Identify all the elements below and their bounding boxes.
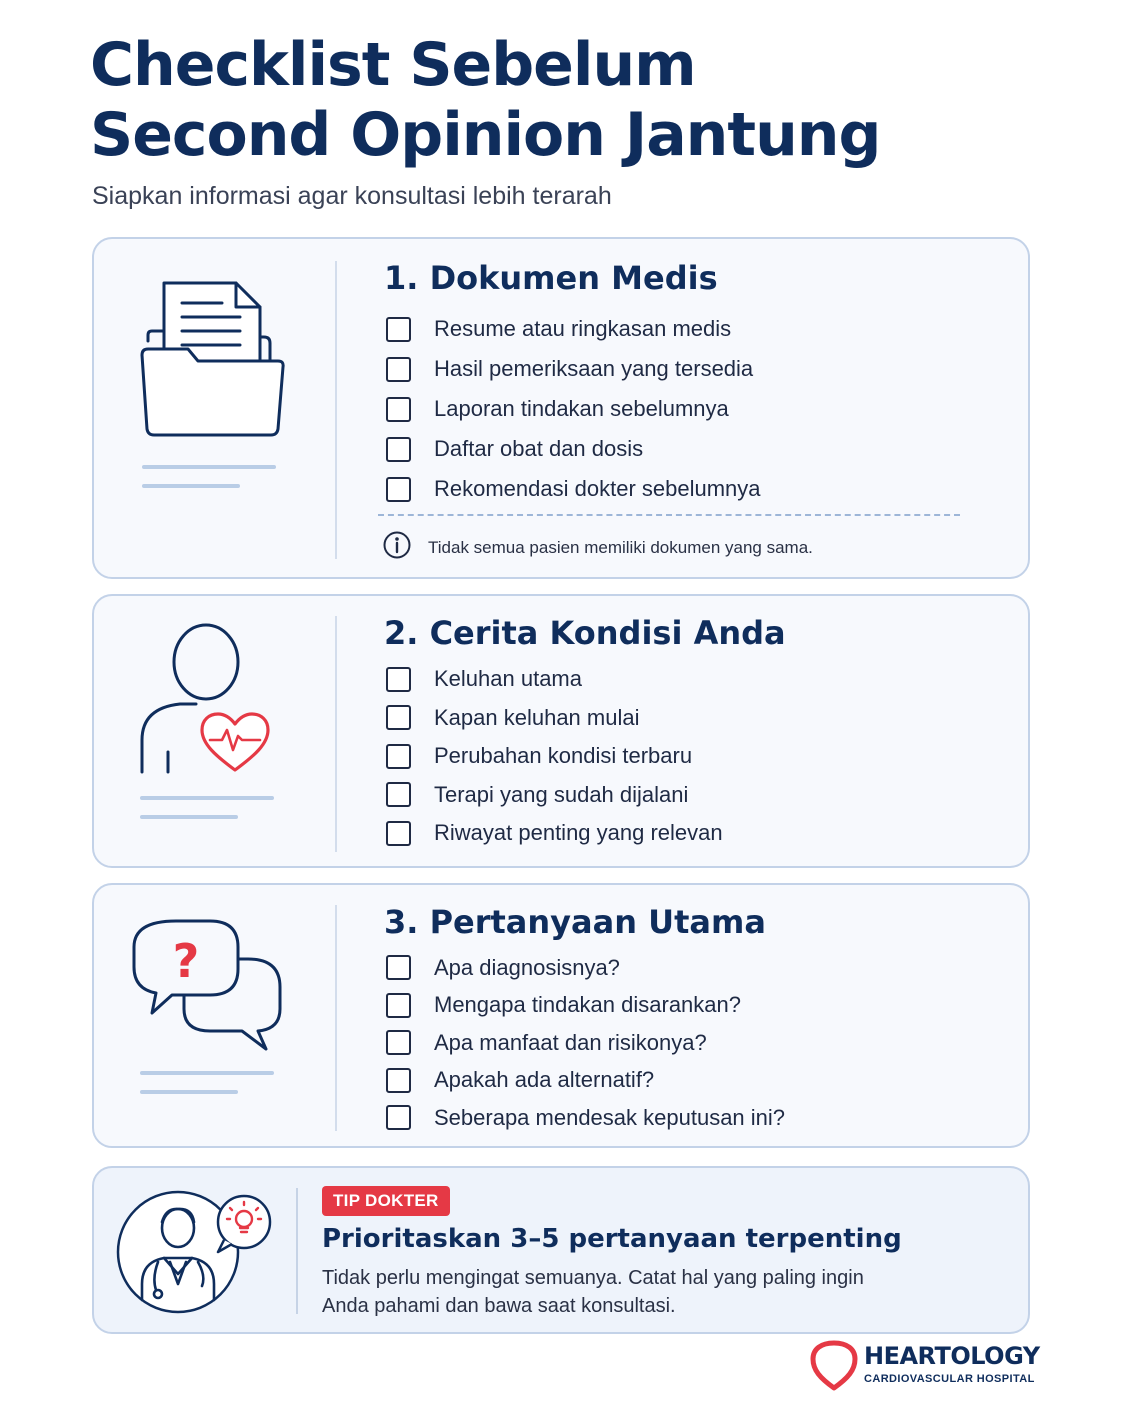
checkbox[interactable]	[386, 477, 411, 502]
dashed-divider	[378, 514, 960, 516]
checklist	[386, 949, 785, 1137]
divider	[335, 261, 337, 559]
decor-line	[140, 815, 238, 819]
checklist-item	[386, 1099, 785, 1137]
heartology-logo-icon	[810, 1340, 858, 1392]
checklist-item-label: Kapan keluhan mulai	[434, 704, 640, 730]
svg-text:?: ?	[172, 934, 200, 988]
checkbox[interactable]	[386, 1068, 411, 1093]
checkbox[interactable]	[386, 357, 411, 382]
checklist-item-label: Hasil pemeriksaan yang tersedia	[434, 356, 754, 381]
checklist-item-label: Laporan tindakan sebelumnya	[434, 396, 729, 421]
section-title: 1. Dokumen Medis	[384, 259, 718, 297]
page-subtitle: Siapkan informasi agar konsultasi lebih terarah	[92, 182, 612, 210]
checklist-item-label: Seberapa mendesak keputusan ini?	[434, 1104, 786, 1130]
info-note-text: Tidak semua pasien memiliki dokumen yang sama.	[428, 537, 813, 557]
tip-body: Tidak perlu mengingat semuanya. Catat hal yang paling ingin Anda pahami dan bawa saat konsultasi.	[322, 1267, 864, 1317]
patient-heart-icon	[136, 622, 276, 776]
doctor-idea-icon	[114, 1186, 276, 1316]
decor-line	[142, 484, 240, 488]
checklist-item	[386, 309, 761, 349]
checklist-item	[386, 949, 785, 987]
question-chat-icon	[130, 917, 286, 1053]
checklist-item-label: Perubahan kondisi terbaru	[434, 743, 693, 769]
brand-name: HEARTOLOGY	[864, 1342, 1040, 1370]
checklist-item-label: Resume atau ringkasan medis	[434, 316, 732, 341]
checklist-item-label: Mengapa tindakan disarankan?	[434, 992, 742, 1018]
checkbox[interactable]	[386, 782, 411, 807]
checklist-item	[386, 987, 785, 1025]
checklist-item-label: Riwayat penting yang relevan	[434, 820, 723, 846]
checklist	[386, 309, 761, 509]
folder-documents-icon	[136, 277, 288, 439]
checkbox[interactable]	[386, 1105, 411, 1130]
checkbox[interactable]	[386, 744, 411, 769]
checkbox[interactable]	[386, 437, 411, 462]
checkbox[interactable]	[386, 397, 411, 422]
checklist-item-label: Terapi yang sudah dijalani	[434, 781, 689, 807]
divider	[335, 905, 337, 1131]
checklist-item	[386, 737, 723, 776]
tip-title: Prioritaskan 3–5 pertanyaan terpenting	[322, 1224, 902, 1254]
checkbox[interactable]	[386, 667, 411, 692]
decor-line	[140, 1090, 238, 1094]
checkbox[interactable]	[386, 317, 411, 342]
checklist-item	[386, 349, 761, 389]
checkbox[interactable]	[386, 821, 411, 846]
checklist-item	[386, 1024, 785, 1062]
checklist-item	[386, 389, 761, 429]
section-dokumen-medis	[92, 237, 1030, 579]
checklist-item-label: Apa manfaat dan risikonya?	[434, 1029, 707, 1055]
checklist-item-label: Apa diagnosisnya?	[434, 954, 620, 980]
checklist-item-label: Keluhan utama	[434, 666, 582, 692]
checklist-item	[386, 776, 723, 815]
info-note	[382, 530, 813, 565]
section-pertanyaan-utama	[92, 883, 1030, 1148]
page-title	[90, 30, 880, 170]
checklist-item-label: Rekomendasi dokter sebelumnya	[434, 476, 761, 501]
divider	[335, 616, 337, 852]
page-title-line-1: Checklist Sebelum	[90, 30, 696, 100]
decor-line	[140, 796, 274, 800]
checklist-item-label: Daftar obat dan dosis	[434, 436, 644, 461]
decor-line	[142, 465, 276, 469]
checklist-item	[386, 1062, 785, 1100]
checklist-item-label: Apakah ada alternatif?	[434, 1067, 655, 1093]
checkbox[interactable]	[386, 705, 411, 730]
checkbox[interactable]	[386, 955, 411, 980]
brand-subtitle: CARDIOVASCULAR HOSPITAL	[864, 1373, 1035, 1385]
section-title: 3. Pertanyaan Utama	[384, 903, 766, 941]
checkbox[interactable]	[386, 1030, 411, 1055]
page-title-line-2: Second Opinion Jantung	[90, 100, 881, 170]
doctor-tip-card	[92, 1166, 1030, 1334]
section-title: 2. Cerita Kondisi Anda	[384, 614, 786, 652]
section-cerita-kondisi	[92, 594, 1030, 868]
info-icon	[382, 530, 412, 565]
divider	[296, 1188, 298, 1314]
checklist-item	[386, 660, 723, 699]
checklist-item	[386, 699, 723, 738]
checklist-item	[386, 469, 761, 509]
checklist-item	[386, 429, 761, 469]
checklist	[386, 660, 723, 853]
checkbox[interactable]	[386, 993, 411, 1018]
decor-line	[140, 1071, 274, 1075]
checklist-item	[386, 814, 723, 853]
tip-badge: TIP DOKTER	[322, 1186, 450, 1216]
